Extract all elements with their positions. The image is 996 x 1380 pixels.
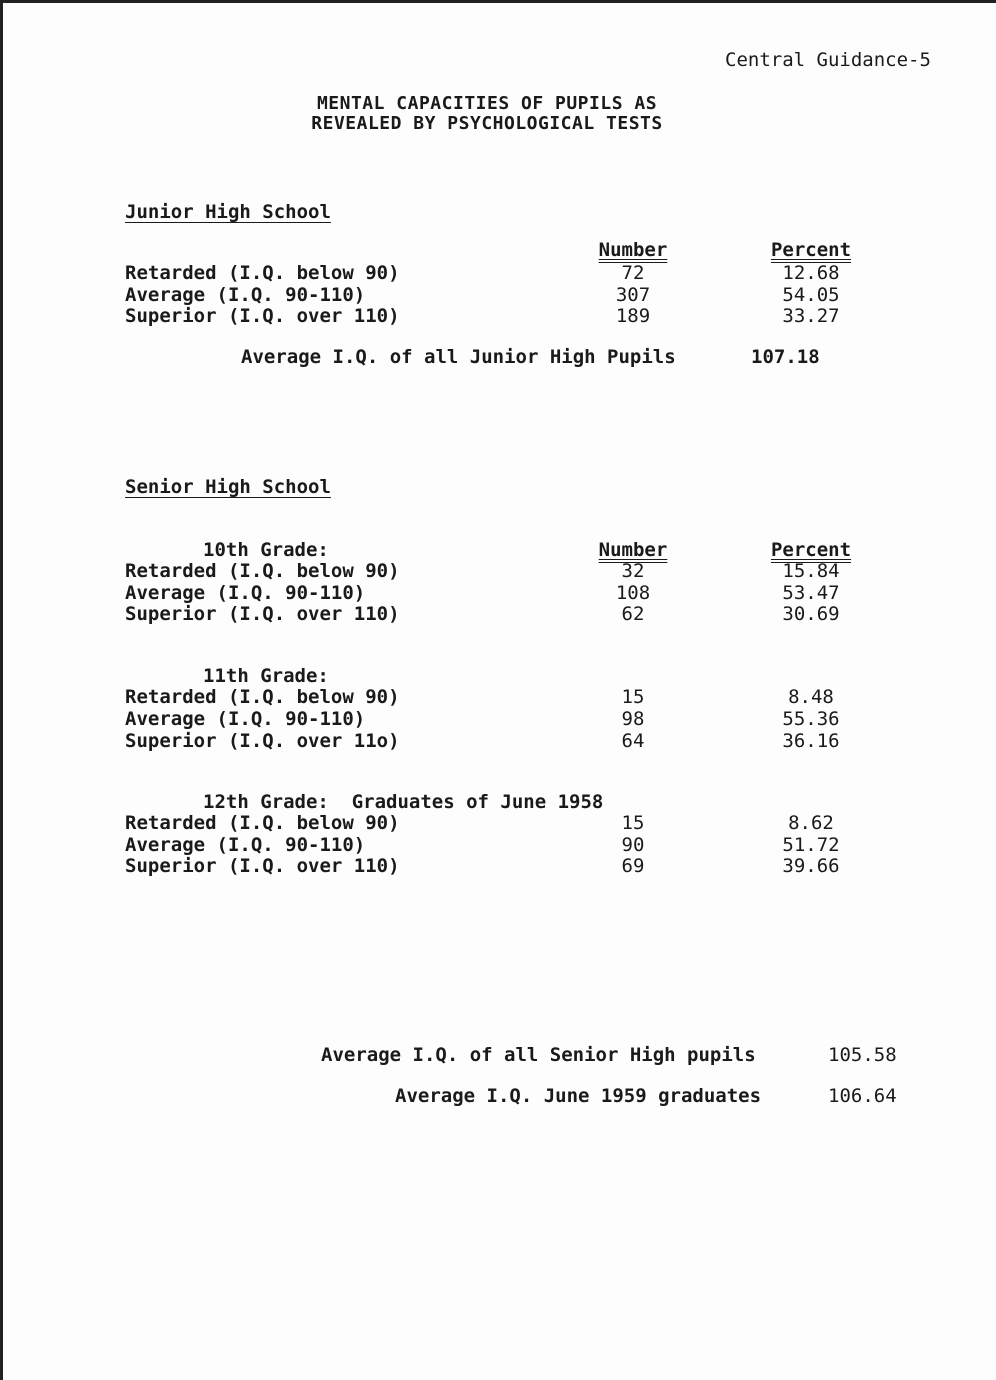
grade-row-number: 62: [621, 603, 645, 625]
junior-row-percent: 54.05: [782, 284, 840, 306]
grade-row-percent: 53.47: [782, 582, 840, 604]
grade-row-number: 69: [621, 855, 645, 877]
junior-row-label: Average (I.Q. 90-110): [125, 284, 366, 306]
grade-row-number: 64: [621, 730, 645, 752]
grade-row-percent: 30.69: [782, 603, 840, 625]
grade-row-percent: 55.36: [782, 708, 840, 730]
title-line-1: MENTAL CAPACITIES OF PUPILS AS: [316, 93, 658, 114]
grade-title: 12th Grade: Graduates of June 1958: [203, 791, 604, 813]
senior-col-number: Number: [598, 539, 668, 561]
grade-row-percent: 51.72: [782, 834, 840, 856]
grade-title: 10th Grade:: [203, 539, 329, 561]
junior-heading: Junior High School: [125, 201, 331, 223]
junior-average-label: Average I.Q. of all Junior High Pupils: [241, 346, 676, 368]
grade-row-number: 108: [615, 582, 651, 604]
grade-row-percent: 15.84: [782, 560, 840, 582]
junior-average-value: 107.18: [751, 346, 820, 368]
junior-row-number: 189: [615, 305, 651, 327]
grade-row-label: Superior (I.Q. over 110): [125, 855, 400, 877]
junior-row-percent: 33.27: [782, 305, 840, 327]
grade-row-number: 15: [621, 812, 645, 834]
grade-row-label: Average (I.Q. 90-110): [125, 708, 366, 730]
senior-col-percent: Percent: [770, 539, 852, 561]
grade-row-percent: 39.66: [782, 855, 840, 877]
junior-row-number: 72: [621, 262, 645, 284]
grade-row-number: 15: [621, 686, 645, 708]
grade-row-label: Retarded (I.Q. below 90): [125, 686, 400, 708]
title-line-2: REVEALED BY PSYCHOLOGICAL TESTS: [311, 113, 663, 134]
grade-row-number: 32: [621, 560, 645, 582]
graduates-average-label: Average I.Q. June 1959 graduates: [395, 1085, 762, 1107]
grade-row-label: Superior (I.Q. over 11o): [125, 730, 400, 752]
junior-row-label: Retarded (I.Q. below 90): [125, 262, 400, 284]
grade-row-percent: 36.16: [782, 730, 840, 752]
grade-row-percent: 8.48: [788, 686, 834, 708]
junior-row-number: 307: [615, 284, 651, 306]
grade-row-label: Retarded (I.Q. below 90): [125, 812, 400, 834]
graduates-average-value: 106.64: [828, 1085, 897, 1107]
senior-average-value: 105.58: [828, 1044, 897, 1066]
junior-row-label: Superior (I.Q. over 110): [125, 305, 400, 327]
grade-row-percent: 8.62: [788, 812, 834, 834]
page-header: Central Guidance-5: [725, 49, 931, 71]
junior-col-percent: Percent: [770, 239, 852, 261]
grade-row-number: 98: [621, 708, 645, 730]
junior-col-number: Number: [598, 239, 668, 261]
grade-row-label: Superior (I.Q. over 110): [125, 603, 400, 625]
grade-row-label: Average (I.Q. 90-110): [125, 834, 366, 856]
grade-row-number: 90: [621, 834, 645, 856]
grade-row-label: Average (I.Q. 90-110): [125, 582, 366, 604]
grade-title: 11th Grade:: [203, 665, 329, 687]
grade-row-label: Retarded (I.Q. below 90): [125, 560, 400, 582]
senior-heading: Senior High School: [125, 476, 331, 498]
junior-row-percent: 12.68: [782, 262, 840, 284]
senior-average-label: Average I.Q. of all Senior High pupils: [321, 1044, 756, 1066]
